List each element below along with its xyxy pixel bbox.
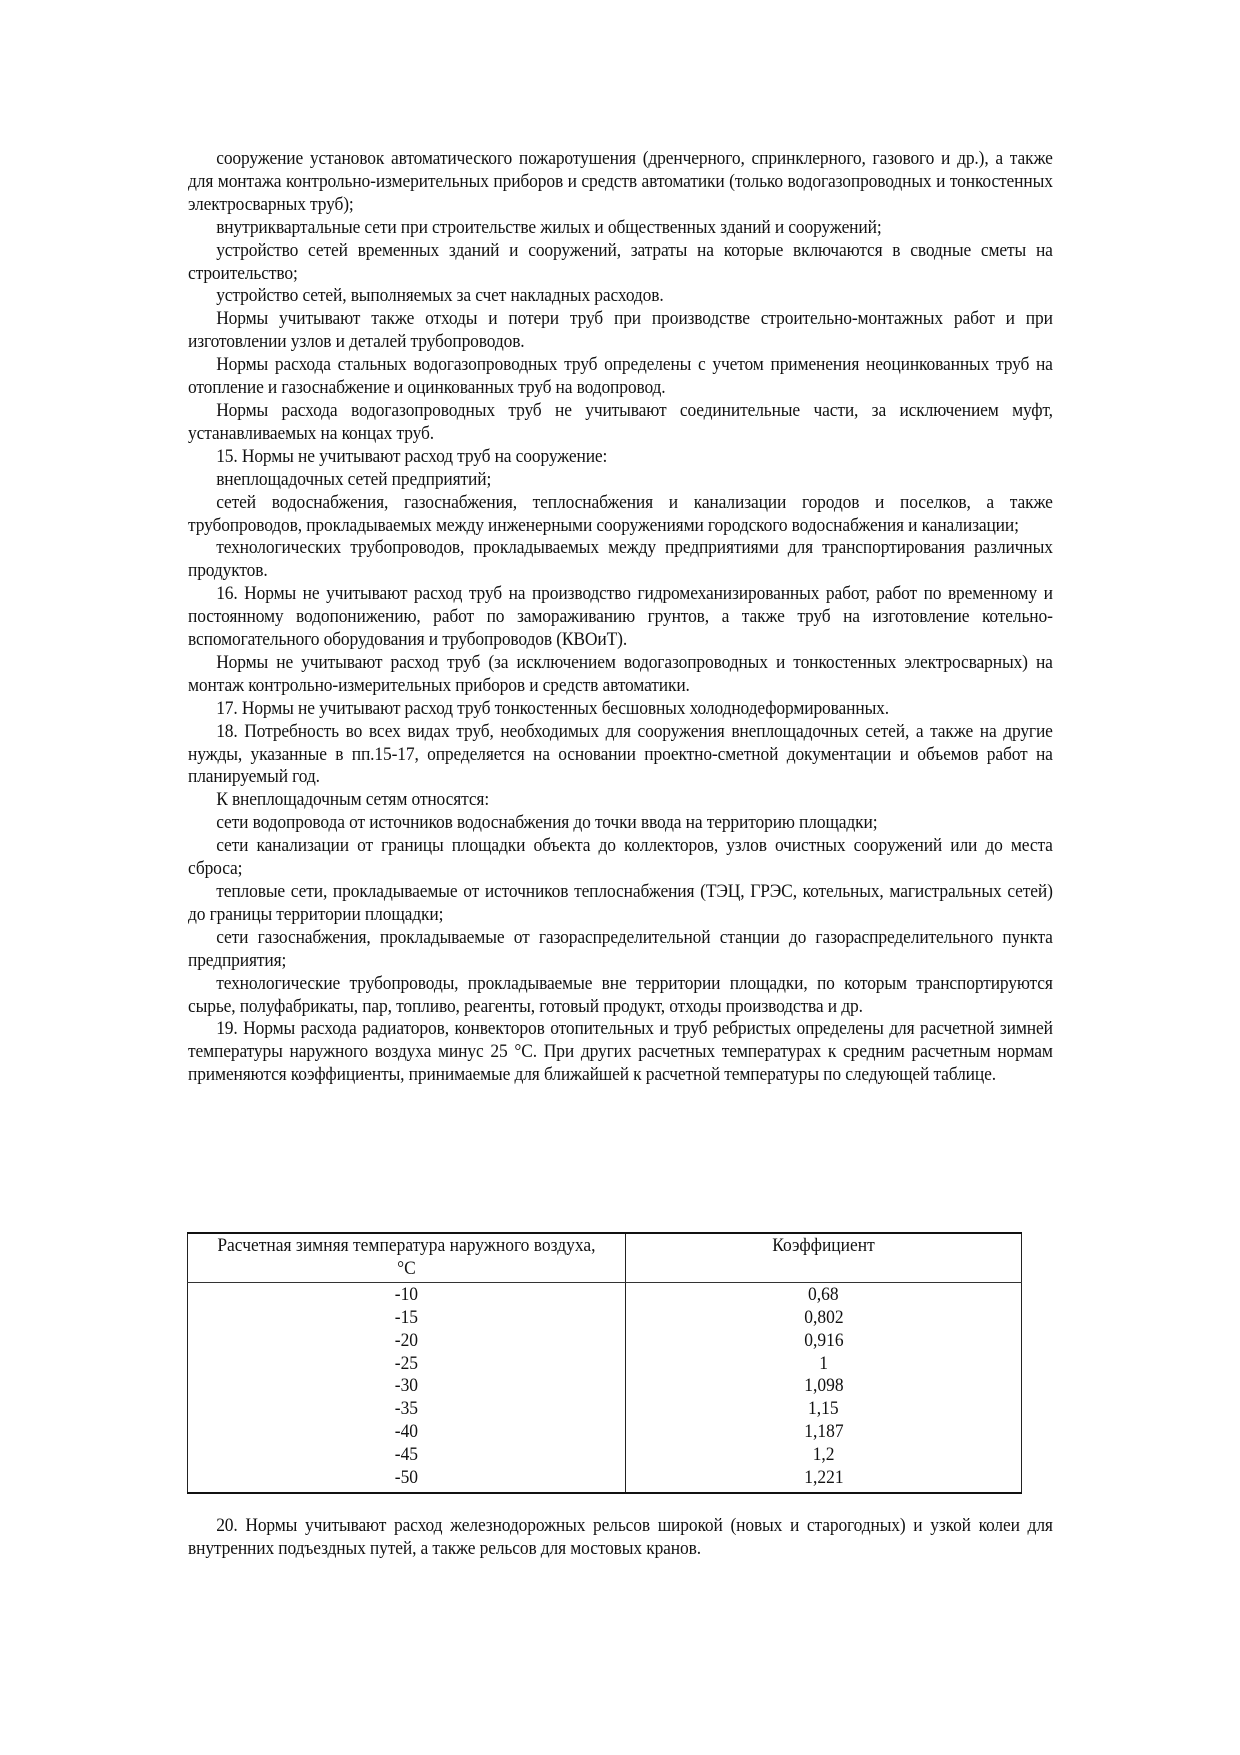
paragraph: Нормы не учитывают расход труб (за исключением водогазопроводных и тонкостенных электросварных) на монтаж контрольно-измерительных приборов и средств автоматики. (188, 651, 1053, 696)
paragraph: внеплощадочных сетей предприятий; (216, 468, 492, 490)
temperature-value: -15 (394, 1306, 419, 1328)
coefficient-value: 1,098 (803, 1375, 844, 1397)
paragraph: технологических трубопроводов, прокладываемых между предприятиями для транспортирования различных продуктов. (188, 537, 1053, 582)
coefficient-value: 1 (819, 1352, 828, 1374)
temperature-cell (188, 1353, 626, 1376)
temperature-cell (188, 1421, 626, 1444)
coefficient-cell (625, 1421, 1021, 1444)
paragraph: сети водопровода от источников водоснабжения до точки ввода на территорию площадки; (216, 812, 878, 834)
table-row (188, 1353, 1022, 1376)
table-row (188, 1282, 1022, 1306)
section-17-paragraph: 17. Нормы не учитывают расход труб тонкостенных бесшовных холоднодеформированных. (216, 697, 890, 719)
coefficient-cell (625, 1330, 1021, 1353)
paragraph: технологические трубопроводы, прокладываемые вне территории площадки, по которым транспортируются сырье, полуфабрикаты, пар, топливо, реагенты, готовый продукт, отходы производства и др. (188, 972, 1053, 1017)
paragraph: устройство сетей временных зданий и сооружений, затраты на которые включаются в сводные сметы на строительство; (188, 239, 1053, 284)
table-row (188, 1398, 1022, 1421)
temperature-cell (188, 1330, 626, 1353)
temperature-value: -10 (394, 1283, 419, 1305)
paragraph: тепловые сети, прокладываемые от источников теплоснабжения (ТЭЦ, ГРЭС, котельных, магистральных сетей) до границы территории площадки; (188, 881, 1053, 925)
table-header-row (188, 1233, 1022, 1282)
table-row (188, 1421, 1022, 1444)
paragraph: Нормы учитывают также отходы и потери труб при производстве строительно-монтажных работ и при изготовлении узлов и деталей трубопроводов. (188, 308, 1053, 353)
coefficient-value: 1,221 (803, 1467, 844, 1489)
coefficient-value: 0,916 (803, 1329, 844, 1351)
table-row (188, 1467, 1022, 1493)
section-20-paragraph: 20. Нормы учитывают расход железнодорожных рельсов широкой (новых и старогодных) и узкой колеи для внутренних подъездных путей, а также рельсов для мостовых кранов. (188, 1515, 1053, 1559)
coefficient-cell (625, 1375, 1021, 1398)
table-row (188, 1307, 1022, 1330)
document-body-top (188, 148, 1053, 1087)
paragraph: сооружение установок автоматического пожаротушения (дренчерного, спринклерного, газового и др.), а также для монтажа контрольно-измерительных приборов и средств автоматики (только водогазопроводных и тонкостенных электросварных труб); (188, 148, 1053, 215)
paragraph: К внеплощадочным сетям относятся: (216, 789, 490, 811)
temperature-value: -40 (394, 1421, 419, 1443)
coefficient-cell (625, 1444, 1021, 1467)
temperature-cell (188, 1444, 626, 1467)
temperature-cell (188, 1375, 626, 1398)
coefficient-cell (625, 1398, 1021, 1421)
section-15-heading: 15. Нормы не учитывают расход труб на сооружение: (216, 445, 608, 467)
temperature-cell (188, 1398, 626, 1421)
section-18-paragraph: 18. Потребность во всех видах труб, необходимых для сооружения внеплощадочных сетей, а также на другие нужды, указанные в пп.15-17, определяется на основании проектно-сметной документации и объемов работ на планируемый год. (188, 720, 1053, 788)
table-row (188, 1444, 1022, 1467)
coefficient-table (187, 1232, 1022, 1494)
coefficient-cell (625, 1353, 1021, 1376)
temperature-cell (188, 1307, 626, 1330)
column-header-coefficient (625, 1233, 1021, 1282)
coefficient-cell (625, 1467, 1021, 1493)
coefficient-value: 0,802 (803, 1306, 844, 1328)
column-header-temperature-label: Расчетная зимняя температура наружного воздуха, °С (217, 1235, 596, 1279)
column-header-temperature (188, 1233, 626, 1282)
temperature-cell (188, 1467, 626, 1493)
table-row (188, 1375, 1022, 1398)
temperature-value: -45 (394, 1444, 419, 1466)
temperature-cell (188, 1282, 626, 1306)
coefficient-value: 1,187 (803, 1421, 844, 1443)
temperature-value: -50 (394, 1467, 419, 1489)
coefficient-cell (625, 1307, 1021, 1330)
coefficient-table-container (187, 1232, 1022, 1494)
temperature-value: -20 (394, 1329, 419, 1351)
coefficient-value: 0,68 (808, 1283, 839, 1305)
paragraph: сети газоснабжения, прокладываемые от газораспределительной станции до газораспределительного пункта предприятия; (188, 926, 1053, 971)
paragraph: сетей водоснабжения, газоснабжения, теплоснабжения и канализации городов и поселков, а также трубопроводов, прокладываемых между инженерными сооружениями городского водоснабжения и канализации; (188, 491, 1053, 536)
section-16-paragraph: 16. Нормы не учитывают расход труб на производство гидромеханизированных работ, работ по временному и постоянному водопонижению, работ по замораживанию грунтов, а также труб на изготовление котельно-вспомогательного оборудования и трубопроводов (КВОиТ). (188, 583, 1053, 651)
temperature-value: -35 (394, 1398, 419, 1420)
section-19-paragraph: 19. Нормы расхода радиаторов, конвекторов отопительных и труб ребристых определены для расчетной зимней температуры наружного воздуха минус 25 °С. При других расчетных температурах к средним расчетным нормам применяются коэффициенты, принимаемые для ближайшей к расчетной температуры по следующей таблице. (188, 1018, 1053, 1086)
paragraph: Нормы расхода стальных водогазопроводных труб определены с учетом применения неоцинкованных труб на отопление и газоснабжение и оцинкованных труб на водопровод. (188, 354, 1053, 399)
paragraph: устройство сетей, выполняемых за счет накладных расходов. (216, 285, 664, 307)
temperature-value: -25 (394, 1352, 419, 1374)
coefficient-cell (625, 1282, 1021, 1306)
paragraph: внутриквартальные сети при строительстве жилых и общественных зданий и сооружений; (216, 216, 882, 238)
column-header-coefficient-label: Коэффициент (772, 1235, 875, 1256)
coefficient-value: 1,2 (812, 1444, 835, 1466)
coefficient-value: 1,15 (808, 1398, 839, 1420)
temperature-value: -30 (394, 1375, 419, 1397)
table-row (188, 1330, 1022, 1353)
paragraph: сети канализации от границы площадки объекта до коллекторов, узлов очистных сооружений или до места сброса; (188, 835, 1053, 880)
document-body-bottom (188, 1515, 1053, 1561)
paragraph: Нормы расхода водогазопроводных труб не учитывают соединительные части, за исключением муфт, устанавливаемых на концах труб. (188, 399, 1053, 444)
